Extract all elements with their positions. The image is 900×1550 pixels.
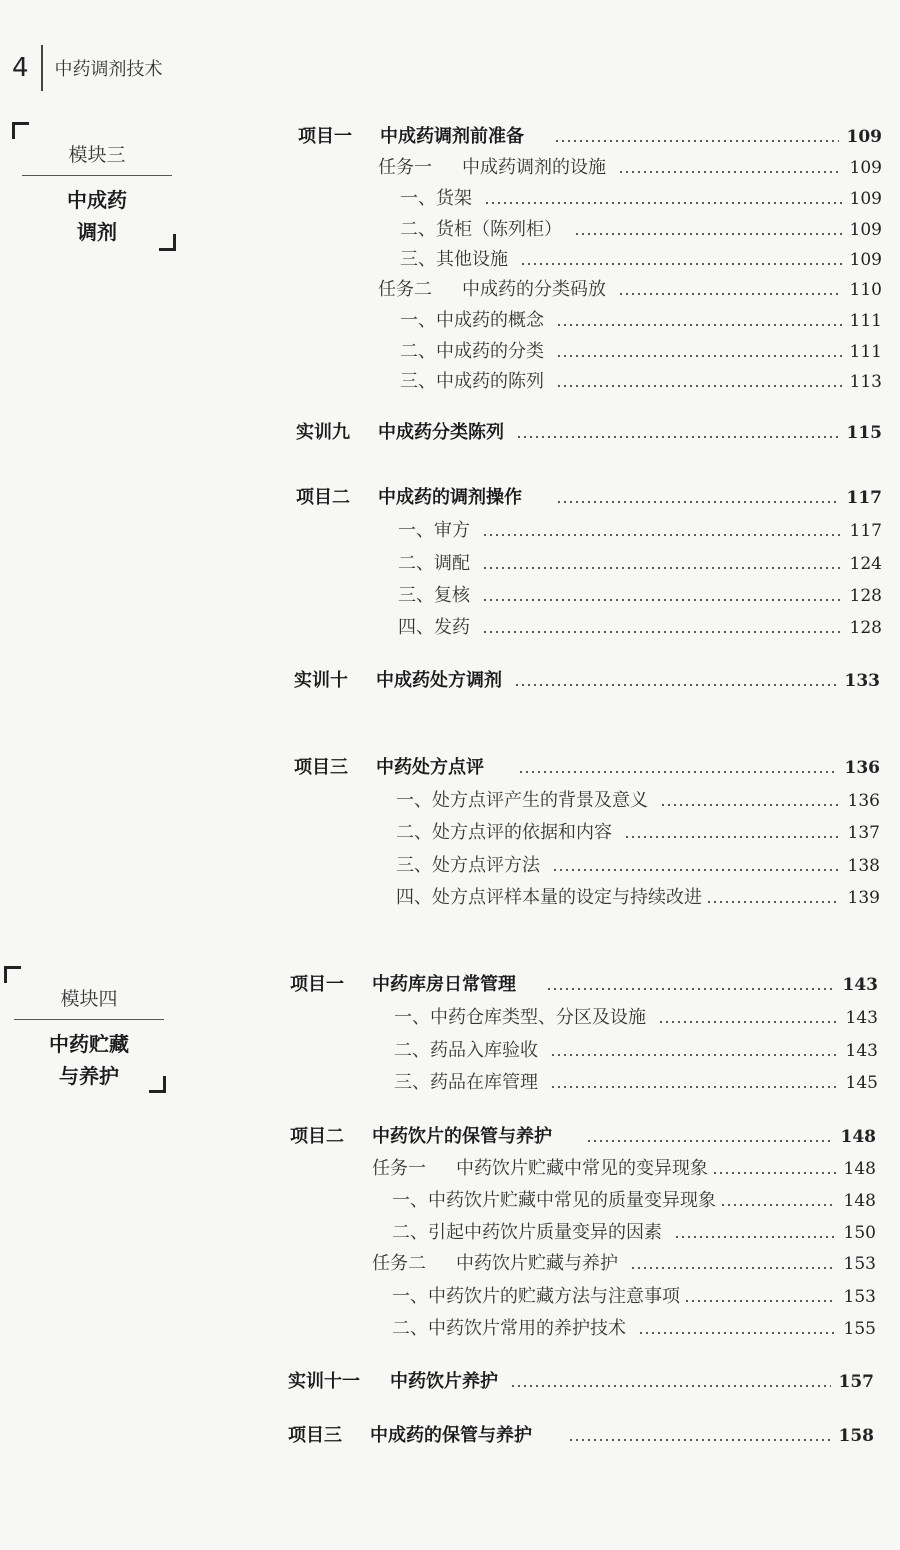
entry-number: 项目一 <box>290 974 344 995</box>
entry-number: 项目二 <box>290 1126 344 1147</box>
dot-leader <box>482 631 842 633</box>
toc-entry-item[interactable] <box>396 818 880 844</box>
entry-title: 一、中药仓库类型、分区及设施 <box>394 1007 646 1028</box>
page-ref: 109 <box>849 158 882 178</box>
toc-entry-item[interactable] <box>394 1003 878 1029</box>
entry-title: 中药饮片贮藏中常见的变异现象 <box>456 1158 708 1179</box>
page-ref: 148 <box>843 1191 876 1211</box>
entry-title: 一、处方点评产生的背景及意义 <box>396 790 648 811</box>
dot-leader <box>550 1054 838 1056</box>
page-number: 4 <box>12 53 29 83</box>
toc-entry-item[interactable] <box>400 215 882 241</box>
page-ref: 110 <box>849 280 882 300</box>
entry-number: 实训十一 <box>288 1371 360 1392</box>
module-label: 模块三 <box>68 144 126 166</box>
dot-leader <box>618 171 842 173</box>
dot-leader <box>554 140 839 142</box>
dot-leader <box>482 534 842 536</box>
entry-title: 一、中药饮片贮藏中常见的质量变异现象 <box>392 1190 716 1211</box>
entry-title: 中成药调剂前准备 <box>380 126 524 147</box>
book-title: 中药调剂技术 <box>54 59 163 80</box>
page-ref: 153 <box>843 1254 876 1274</box>
entry-title: 三、药品在库管理 <box>394 1072 538 1093</box>
dot-leader <box>514 684 837 686</box>
open-bracket-icon <box>12 122 29 139</box>
toc-entry-item[interactable] <box>400 367 882 393</box>
close-bracket-icon <box>159 234 176 251</box>
dot-leader <box>520 263 842 265</box>
entry-number: 实训十 <box>294 670 348 691</box>
running-header <box>12 44 163 92</box>
dot-leader <box>552 869 840 871</box>
entry-number: 项目一 <box>298 126 352 147</box>
page-ref: 115 <box>846 423 882 443</box>
entry-title: 四、处方点评样本量的设定与持续改进 <box>396 887 702 908</box>
page-ref: 117 <box>846 488 882 508</box>
module-four-panel <box>14 966 164 1092</box>
entry-title: 中药饮片贮藏与养护 <box>456 1253 618 1274</box>
page-ref: 143 <box>842 975 878 995</box>
dot-leader <box>624 836 840 838</box>
header-divider <box>41 45 43 91</box>
page-ref: 113 <box>849 372 882 392</box>
entry-title: 中成药的分类码放 <box>462 279 606 300</box>
toc-entry-practice[interactable] <box>288 1367 874 1393</box>
toc-entry-item[interactable] <box>396 851 880 877</box>
page-ref: 155 <box>843 1319 876 1339</box>
page-ref: 109 <box>849 250 882 270</box>
entry-title: 一、审方 <box>398 520 470 541</box>
dot-leader <box>720 1204 836 1206</box>
dot-leader <box>546 988 835 990</box>
dot-leader <box>618 293 842 295</box>
toc-entry-project[interactable] <box>290 1122 876 1148</box>
entry-number: 任务二 <box>372 1253 426 1274</box>
close-bracket-icon <box>149 1076 166 1093</box>
page-ref: 143 <box>845 1041 878 1061</box>
toc-entry-item[interactable] <box>396 786 880 812</box>
entry-title: 三、中成药的陈列 <box>400 371 544 392</box>
entry-title: 二、货柜（陈列柜） <box>400 219 562 240</box>
dot-leader <box>518 771 837 773</box>
toc-entry-item[interactable] <box>400 337 882 363</box>
dot-leader <box>556 501 839 503</box>
dot-leader <box>482 567 842 569</box>
toc-entry-practice[interactable] <box>296 418 882 444</box>
dot-leader <box>516 436 839 438</box>
toc-entry-task[interactable] <box>372 1154 876 1180</box>
dot-leader <box>556 355 842 357</box>
toc-entry-item[interactable] <box>398 581 882 607</box>
page-ref: 109 <box>846 127 882 147</box>
entry-title: 三、复核 <box>398 585 470 606</box>
page-ref: 109 <box>849 220 882 240</box>
toc-entry-item[interactable] <box>400 245 882 271</box>
toc-entry-item[interactable] <box>400 184 882 210</box>
dot-leader <box>660 804 840 806</box>
page-ref: 136 <box>847 791 880 811</box>
entry-title: 中成药的调剂操作 <box>378 487 522 508</box>
dot-leader <box>684 1300 836 1302</box>
dot-leader <box>674 1236 836 1238</box>
toc-entry-item[interactable] <box>392 1218 876 1244</box>
toc-entry-practice[interactable] <box>294 666 880 692</box>
page-ref: 133 <box>844 671 880 691</box>
entry-title: 中成药分类陈列 <box>378 422 504 443</box>
module-rule <box>22 175 172 176</box>
page-ref: 148 <box>843 1159 876 1179</box>
dot-leader <box>556 385 842 387</box>
entry-title: 一、中成药的概念 <box>400 310 544 331</box>
entry-title: 二、中成药的分类 <box>400 341 544 362</box>
dot-leader <box>482 599 842 601</box>
entry-title: 中药库房日常管理 <box>372 974 516 995</box>
page-ref: 136 <box>844 758 880 778</box>
open-bracket-icon <box>4 966 21 983</box>
entry-number: 任务一 <box>378 157 432 178</box>
entry-number: 项目三 <box>288 1425 342 1446</box>
page-ref: 153 <box>843 1287 876 1307</box>
entry-title: 三、处方点评方法 <box>396 855 540 876</box>
module-title-line2: 调剂 <box>77 220 117 244</box>
entry-title: 中成药的保管与养护 <box>370 1425 532 1446</box>
module-title-line1: 中成药 <box>67 188 127 212</box>
toc-entry-item[interactable] <box>394 1068 878 1094</box>
page-ref: 150 <box>843 1223 876 1243</box>
toc-entry-item[interactable] <box>392 1186 876 1212</box>
module-three-panel <box>22 122 172 248</box>
page-ref: 124 <box>849 554 882 574</box>
page-ref: 109 <box>849 189 882 209</box>
page-ref: 137 <box>847 823 880 843</box>
entry-title: 一、货架 <box>400 188 472 209</box>
entry-title: 中药饮片的保管与养护 <box>372 1126 552 1147</box>
dot-leader <box>550 1086 838 1088</box>
toc-entry-item[interactable] <box>398 516 882 542</box>
entry-title: 二、药品入库验收 <box>394 1040 538 1061</box>
entry-title: 中药饮片养护 <box>390 1371 498 1392</box>
dot-leader <box>630 1267 836 1269</box>
page-ref: 157 <box>838 1372 874 1392</box>
entry-number: 实训九 <box>296 422 350 443</box>
dot-leader <box>510 1385 831 1387</box>
module-rule <box>14 1019 164 1020</box>
toc-entry-item[interactable] <box>392 1314 876 1340</box>
entry-number: 项目二 <box>296 487 350 508</box>
page-ref: 143 <box>845 1008 878 1028</box>
entry-title: 中成药处方调剂 <box>376 670 502 691</box>
dot-leader <box>574 233 842 235</box>
page-ref: 139 <box>847 888 880 908</box>
toc-entry-project[interactable] <box>288 1421 874 1447</box>
dot-leader <box>658 1021 838 1023</box>
dot-leader <box>638 1332 836 1334</box>
module-title-line1: 中药贮藏 <box>49 1032 129 1056</box>
toc-entry-project[interactable] <box>296 483 882 509</box>
toc-entry-item[interactable] <box>394 1036 878 1062</box>
entry-title: 中药处方点评 <box>376 757 484 778</box>
toc-entry-project[interactable] <box>298 122 882 148</box>
toc-entry-item[interactable] <box>398 613 882 639</box>
toc-entry-task[interactable] <box>372 1249 876 1275</box>
entry-title: 二、调配 <box>398 553 470 574</box>
entry-title: 一、中药饮片的贮藏方法与注意事项 <box>392 1286 680 1307</box>
page-ref: 145 <box>845 1073 878 1093</box>
page-ref: 128 <box>849 586 882 606</box>
dot-leader <box>712 1172 836 1174</box>
entry-number: 任务二 <box>378 279 432 300</box>
toc-entry-item[interactable] <box>392 1282 876 1308</box>
page-ref: 158 <box>838 1426 874 1446</box>
module-label: 模块四 <box>60 988 118 1010</box>
entry-title: 中成药调剂的设施 <box>462 157 606 178</box>
toc-entry-item[interactable] <box>400 306 882 332</box>
dot-leader <box>484 202 842 204</box>
dot-leader <box>568 1439 831 1441</box>
dot-leader <box>586 1140 833 1142</box>
entry-number: 项目三 <box>294 757 348 778</box>
toc-entry-task[interactable] <box>378 275 882 301</box>
page-ref: 138 <box>847 856 880 876</box>
entry-title: 二、引起中药饮片质量变异的因素 <box>392 1222 662 1243</box>
entry-title: 四、发药 <box>398 617 470 638</box>
toc-entry-project[interactable] <box>294 753 880 779</box>
entry-title: 二、处方点评的依据和内容 <box>396 822 612 843</box>
dot-leader <box>706 901 840 903</box>
page-ref: 111 <box>849 342 882 362</box>
page-ref: 117 <box>849 521 882 541</box>
page-ref: 111 <box>849 311 882 331</box>
toc-entry-item[interactable] <box>396 883 880 909</box>
entry-title: 三、其他设施 <box>400 249 508 270</box>
entry-number: 任务一 <box>372 1158 426 1179</box>
page-ref: 128 <box>849 618 882 638</box>
page-ref: 148 <box>840 1127 876 1147</box>
toc-entry-task[interactable] <box>378 153 882 179</box>
dot-leader <box>556 324 842 326</box>
entry-title: 二、中药饮片常用的养护技术 <box>392 1318 626 1339</box>
toc-entry-project[interactable] <box>290 970 878 996</box>
toc-entry-item[interactable] <box>398 549 882 575</box>
module-title-line2: 与养护 <box>59 1064 119 1088</box>
